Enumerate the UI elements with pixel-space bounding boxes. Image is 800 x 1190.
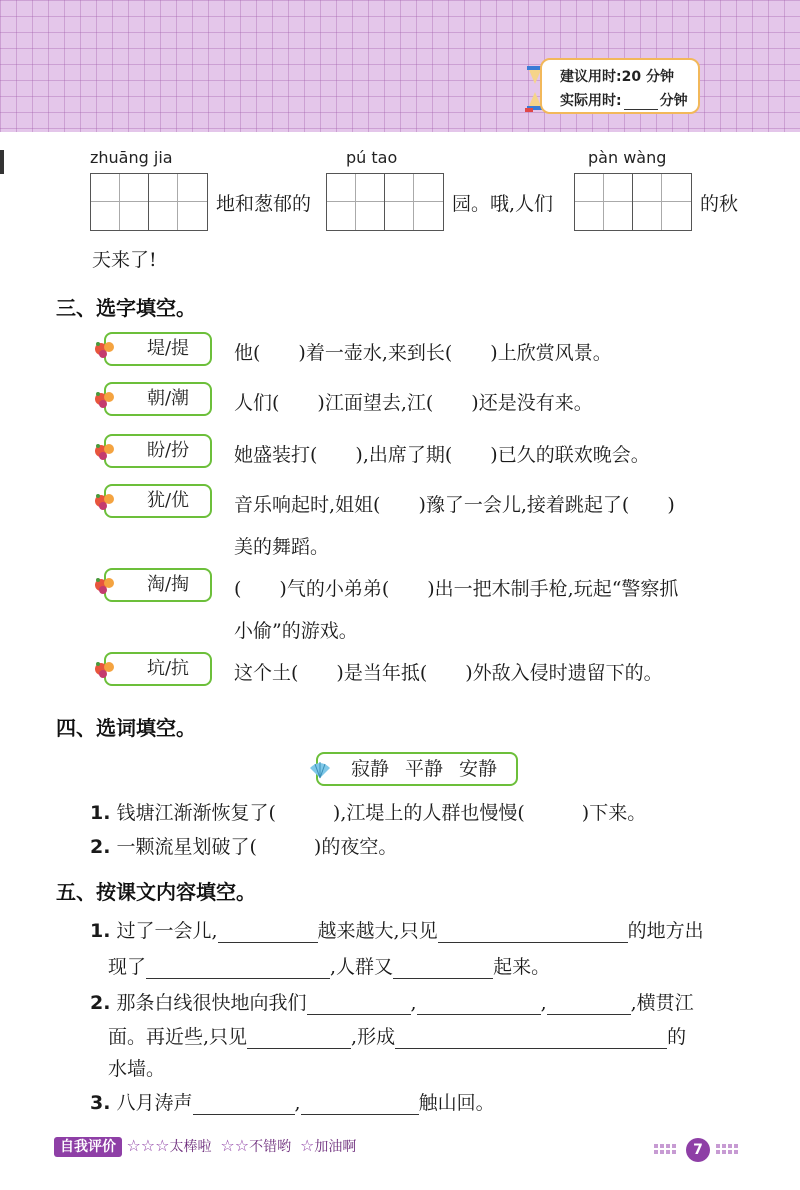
time-box: [540, 58, 700, 114]
star-icon[interactable]: ☆☆: [220, 1136, 250, 1155]
pinyin-text-4: 天来了!: [92, 249, 157, 271]
flower-icon: [92, 490, 118, 512]
s5-q1-d: 现了: [108, 956, 147, 978]
char-choice-box: [104, 568, 212, 602]
char-choice-1: 堤/提: [146, 338, 190, 359]
flower-icon: [92, 388, 118, 410]
s5-q2-line2: [108, 1022, 686, 1049]
actual-time-unit: 分钟: [659, 93, 688, 109]
flower-icon: [92, 574, 118, 596]
s4-q1-text: 钱塘江渐渐恢复了( ),江堤上的人群也慢慢( )下来。: [116, 802, 647, 824]
s5-q3-number: 3.: [90, 1092, 111, 1114]
page-number: 7: [686, 1138, 710, 1162]
s5-q2-a: 那条白线很快地向我们: [116, 992, 307, 1014]
pinyin-3: pàn wàng: [588, 148, 667, 167]
rating-keep-going: 加油啊: [314, 1139, 357, 1155]
s5-q1-line2: [108, 952, 550, 979]
answer-blank[interactable]: [417, 994, 541, 1015]
page-number-badge: [652, 1138, 742, 1162]
char-choice-box: [104, 652, 212, 686]
char-choice-5: 淘/掏: [146, 574, 190, 595]
s5-q2-number: 2.: [90, 992, 111, 1014]
self-eval-label: 自我评价: [54, 1137, 122, 1157]
char-choice-box: [104, 332, 212, 366]
s5-q2-d: ,横贯江: [630, 992, 694, 1014]
section5-title: 五、按课文内容填空。: [56, 880, 256, 904]
word-options: 寂静 平静 安静: [350, 758, 498, 780]
writing-grid-3[interactable]: [574, 173, 692, 231]
s3-q2-line1: 人们( )江面望去,江( )还是没有来。: [234, 392, 593, 414]
s5-q3-c: 触山回。: [418, 1092, 495, 1114]
s3-q3-line1: 她盛装打( ),出席了期( )已久的联欢晚会。: [234, 444, 650, 466]
section4-title: 四、选词填空。: [56, 716, 196, 740]
s5-q2-b: ,: [410, 992, 417, 1014]
char-choice-box: [104, 484, 212, 518]
rating-excellent: 太棒啦: [169, 1139, 212, 1155]
answer-blank[interactable]: [395, 1028, 667, 1049]
s3-q1-line1: 他( )着一壶水,来到长( )上欣赏风景。: [234, 342, 612, 364]
star-icon[interactable]: ☆☆☆: [126, 1136, 170, 1155]
s3-q5-line1: ( )气的小弟弟( )出一把木制手枪,玩起“警察抓: [234, 578, 679, 600]
s5-q1-line1: [90, 916, 704, 943]
s3-q4-line1: 音乐响起时,姐姐( )豫了一会儿,接着跳起了( ): [234, 494, 675, 516]
s5-q1-c: 的地方出: [627, 920, 704, 942]
section3-title: 三、选字填空。: [56, 296, 196, 320]
char-choice-6: 坑/抗: [146, 658, 190, 679]
pinyin-text-1: 地和葱郁的: [216, 193, 312, 215]
actual-time-blank[interactable]: [624, 95, 658, 110]
s4-q2-text: 一颗流星划破了( )的夜空。: [116, 836, 398, 858]
answer-blank[interactable]: [193, 1094, 295, 1115]
answer-blank[interactable]: [218, 922, 318, 943]
answer-blank[interactable]: [247, 1028, 351, 1049]
s5-q1-f: 起来。: [493, 956, 551, 978]
suggested-time-unit: 分钟: [645, 69, 674, 85]
writing-grid-2[interactable]: [326, 173, 444, 231]
s5-q1-a: 过了一会儿,: [116, 920, 218, 942]
s5-q3: [90, 1088, 495, 1115]
s4-q1-number: 1.: [90, 802, 111, 824]
s3-q5-line2: 小偷”的游戏。: [234, 620, 358, 642]
s5-q2-line3: 水墙。: [108, 1058, 166, 1080]
suggested-time-value: 20: [621, 69, 642, 85]
shell-icon: [308, 760, 332, 780]
suggested-time-label: 建议用时:: [560, 69, 622, 85]
pinyin-text-2: 园。哦,人们: [452, 193, 554, 215]
flower-icon: [92, 658, 118, 680]
pinyin-2: pú tao: [346, 148, 398, 167]
s5-q1-b: 越来越大,只见: [317, 920, 438, 942]
answer-blank[interactable]: [301, 1094, 419, 1115]
s3-q6-line1: 这个土( )是当年抵( )外敌入侵时遗留下的。: [234, 662, 663, 684]
rating-good: 不错哟: [249, 1139, 292, 1155]
writing-grid-1[interactable]: [90, 173, 208, 231]
s5-q2-g: 的: [667, 1026, 687, 1048]
char-choice-2: 朝/潮: [146, 388, 190, 409]
s5-q2-c: ,: [540, 992, 547, 1014]
star-icon[interactable]: ☆: [299, 1136, 315, 1155]
answer-blank[interactable]: [438, 922, 628, 943]
char-choice-4: 犹/优: [146, 490, 190, 511]
answer-blank[interactable]: [146, 958, 330, 979]
actual-time-label: 实际用时:: [560, 93, 622, 109]
s5-q2-e: 面。再近些,只见: [108, 1026, 248, 1048]
char-choice-3: 盼/扮: [146, 440, 190, 461]
s5-q3-a: 八月涛声: [116, 1092, 193, 1114]
char-choice-box: [104, 434, 212, 468]
answer-blank[interactable]: [393, 958, 493, 979]
answer-blank[interactable]: [547, 994, 631, 1015]
answer-blank[interactable]: [307, 994, 411, 1015]
word-options-box: [316, 752, 518, 786]
s5-q2-f: ,形成: [351, 1026, 396, 1048]
s5-q2-line1: [90, 988, 694, 1015]
s5-q1-e: ,人群又: [330, 956, 394, 978]
s5-q3-b: ,: [294, 1092, 301, 1114]
s5-q1-number: 1.: [90, 920, 111, 942]
s4-q1: [90, 798, 646, 825]
self-evaluation: [54, 1136, 356, 1156]
pinyin-text-3: 的秋: [700, 193, 739, 215]
s4-q2-number: 2.: [90, 836, 111, 858]
flower-icon: [92, 440, 118, 462]
char-choice-box: [104, 382, 212, 416]
pinyin-1: zhuāng jia: [90, 148, 173, 167]
binding-mark: [0, 150, 4, 174]
flower-icon: [92, 338, 118, 360]
s4-q2: [90, 832, 397, 859]
s3-q4-line2: 美的舞蹈。: [234, 536, 330, 558]
